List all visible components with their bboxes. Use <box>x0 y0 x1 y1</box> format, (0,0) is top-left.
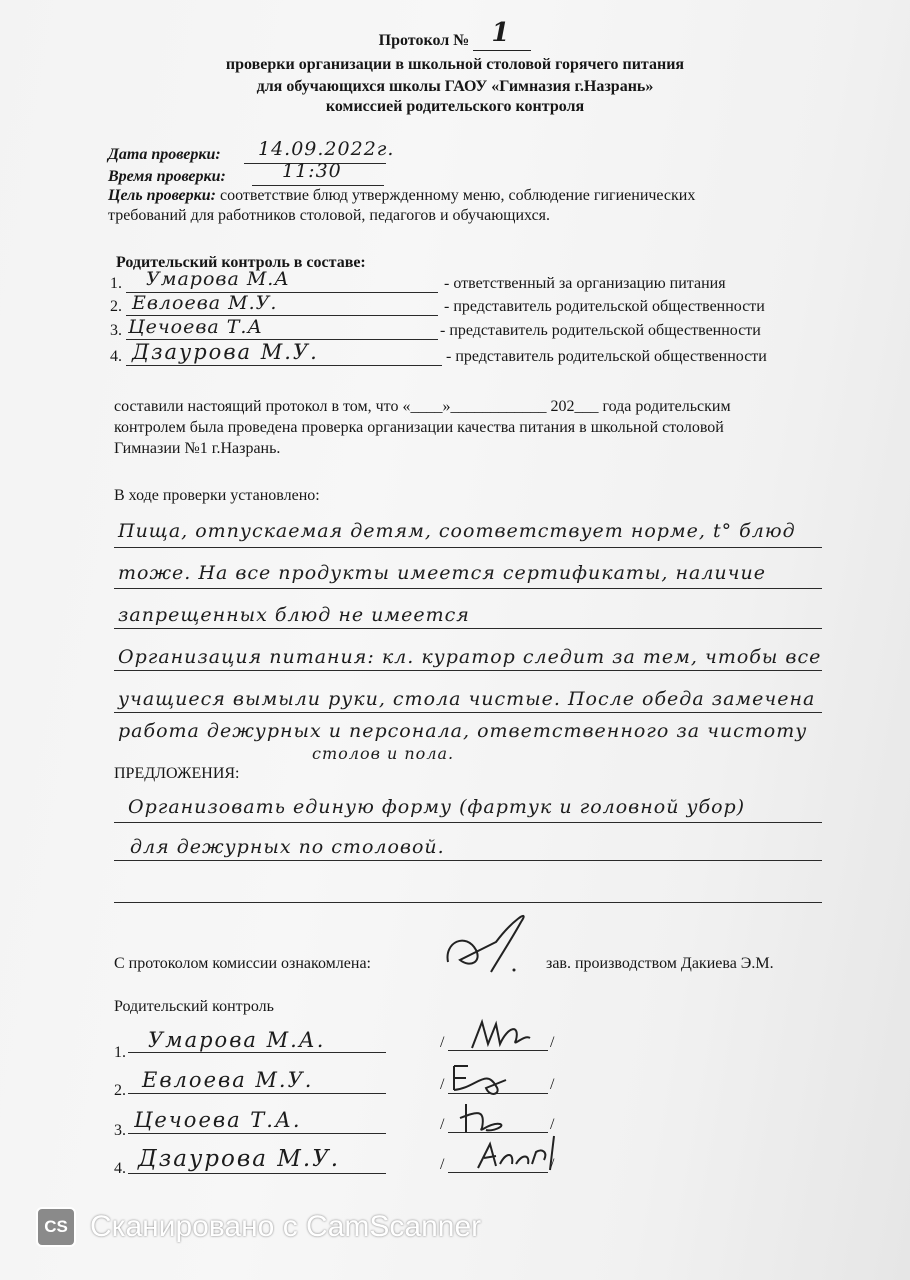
protocol-title <box>0 18 910 51</box>
document-page: Протокол № 1 проверки организации в школьной столовой горячего питания для обучающихся школы ГАОУ «Гимназия г.Назрань» комиссией родительского контроля Дата проверки: 14.09.2022г. Время проверки: 11:30 Цель проверки: соответствие блюд утвержденному меню, соблюдение гигиенических требований для работников столовой, педагогов и обучающихся. Родительский контроль в составе: 1. Умарова М.А - ответственный за организацию питания 2. Евлоева М.У. - представитель родительской общественности 3. Цечоева Т.А - представитель родительской общественности 4. Дзаурова М.У. - представитель родительской общественности составили настоящий протокол в том, что «____»____________ 202___ года родительским контролем была проведена проверка организации качества питания в школьной столовой Гимназии №1 г.Назрань. В ходе проверки установлено: Пища, отпускаемая детям, соответствует норме, t° блюд тоже. На все продукты имеется сертификаты, наличие запрещенных блюд не имеется Организация питания: кл. куратор следит за тем, чтобы все учащиеся вымыли руки, стола чистые. После обеда замечена работа дежурных и персонала, ответственного за чистоту столов и пола. ПРЕДЛОЖЕНИЯ: Организовать единую форму (фартук и головной убор) для дежурных по столовой. С протоколом комиссии ознакомлена: зав. производством Дакиева Э.М. Родительский контроль 1. Умарова М.А. / / 2. Евлоева М.У. / / 3. Цечоева Т.А. / / 4. Дзаурова М.У. / / CS Сканировано с CamScanner <box>0 0 910 1280</box>
sig-3-num: 3. <box>114 1122 126 1139</box>
member-1-role: - ответственный за организацию питания <box>444 275 726 292</box>
member-1-name: Умарова М.А <box>146 268 290 290</box>
finding-line-3: запрещенных блюд не имеется <box>118 604 470 626</box>
goal-row <box>108 187 695 205</box>
goal-text-1: соответствие блюд утвержденному меню, соблюдение гигиенических <box>219 187 696 204</box>
header-line-4: комиссией родительского контроля <box>325 98 585 115</box>
protocol-line-3: Гимназии №1 г.Назрань. <box>114 440 281 457</box>
sig-4-name: Дзаурова М.У. <box>138 1146 341 1172</box>
header-line-3: для обучающихся школы ГАОУ «Гимназия г.Назрань» <box>256 78 654 95</box>
member-4-name: Дзаурова М.У. <box>132 340 319 364</box>
findings-heading: В ходе проверки установлено: <box>114 487 320 504</box>
sig-1-num: 1. <box>114 1044 126 1061</box>
camscanner-watermark <box>36 1205 481 1249</box>
member-1-num: 1. <box>110 275 122 292</box>
protocol-line-1: составили настоящий протокол в том, что «____»____________ 202___ года родительским <box>114 398 731 415</box>
signatures-heading: Родительский контроль <box>114 998 274 1015</box>
protocol-line-2: контролем была проведена проверка организации качества питания в школьной столовой <box>114 419 724 436</box>
finding-line-2: тоже. На все продукты имеется сертификаты, наличие <box>118 562 766 584</box>
title-label: Протокол № <box>378 32 470 49</box>
manager-signature <box>436 902 536 987</box>
sig-4-signature <box>474 1134 564 1179</box>
committee-heading: Родительский контроль в составе: <box>116 254 366 271</box>
time-label: Время проверки: <box>108 168 226 185</box>
goal-text-2: требований для работников столовой, педагогов и обучающихся. <box>108 207 551 224</box>
member-2-num: 2. <box>110 298 122 315</box>
member-2-name: Евлоева М.У. <box>132 292 278 314</box>
member-4-role: - представитель родительской общественности <box>446 348 767 365</box>
manager-position: зав. производством Дакиева Э.М. <box>546 955 774 972</box>
acknowledgement-text: С протоколом комиссии ознакомлена: <box>114 955 371 972</box>
sig-3-name: Цечоева Т.А. <box>134 1108 302 1132</box>
finding-line-4: Организация питания: кл. куратор следит за тем, чтобы все <box>118 646 822 668</box>
member-2-role: - представитель родительской общественности <box>444 298 765 315</box>
member-3-role: - представитель родительской общественности <box>440 322 761 339</box>
time-value: 11:30 <box>282 160 342 182</box>
date-label: Дата проверки: <box>108 146 221 163</box>
finding-line-1: Пища, отпускаемая детям, соответствует норме, t° блюд <box>118 520 796 542</box>
protocol-number: 1 <box>491 18 512 48</box>
header-line-2: проверки организации в школьной столовой горячего питания <box>225 56 685 73</box>
member-4-num: 4. <box>110 348 122 365</box>
sig-4-num: 4. <box>114 1160 126 1177</box>
sig-1-name: Умарова М.А. <box>148 1028 326 1052</box>
proposals-heading: ПРЕДЛОЖЕНИЯ: <box>114 765 240 782</box>
finding-line-7: столов и пола. <box>312 744 455 763</box>
proposal-line-1: Организовать единую форму (фартук и головной убор) <box>128 796 746 818</box>
sig-2-num: 2. <box>114 1082 126 1099</box>
proposal-line-2: для дежурных по столовой. <box>130 836 445 858</box>
date-value: 14.09.2022г. <box>258 138 395 160</box>
finding-line-5: учащиеся вымыли руки, стола чистые. После обеда замечена <box>118 688 816 710</box>
finding-line-6: работа дежурных и персонала, ответственного за чистоту <box>118 720 808 742</box>
goal-label: Цель проверки: <box>108 187 216 204</box>
camscanner-logo-icon: CS <box>36 1207 76 1247</box>
camscanner-text: Сканировано с CamScanner <box>90 1210 482 1243</box>
member-3-name: Цечоева Т.А <box>128 316 263 338</box>
sig-1-signature <box>468 1014 538 1059</box>
member-3-num: 3. <box>110 322 122 339</box>
protocol-number-field <box>473 18 531 51</box>
sig-2-name: Евлоева М.У. <box>142 1068 314 1092</box>
